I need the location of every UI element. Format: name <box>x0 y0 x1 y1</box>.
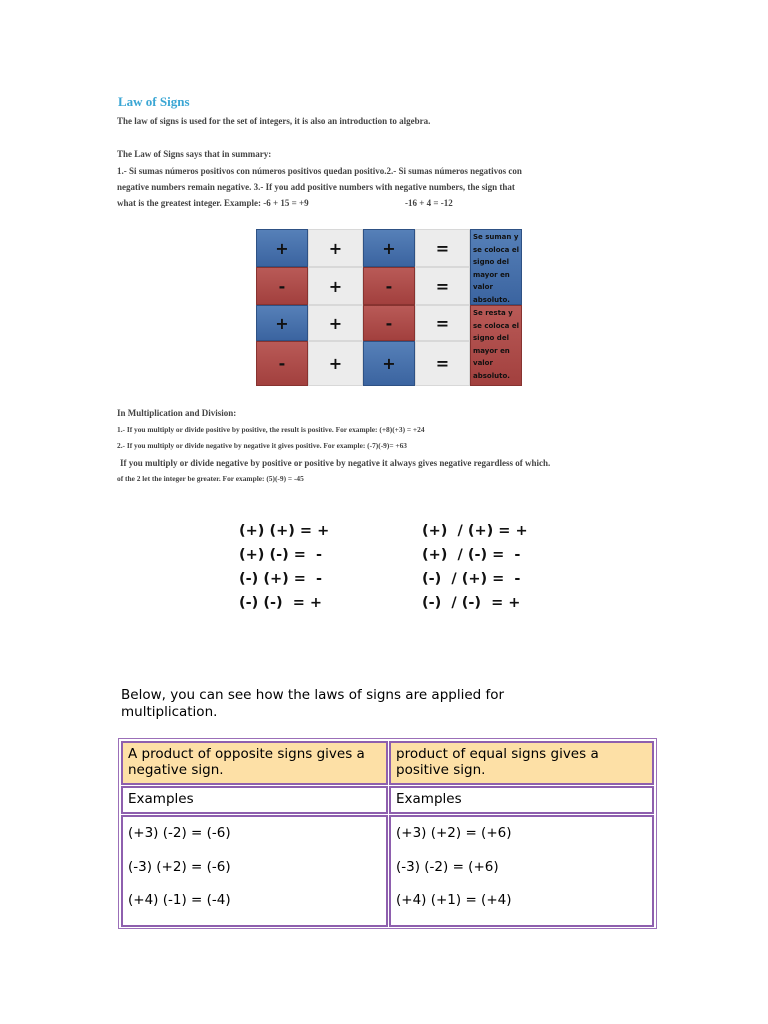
grid-note-same-signs: Se suman y se coloca el signo del mayor en valor absoluto. <box>470 229 522 305</box>
table-header-right: product of equal signs gives a positive sign. <box>389 741 654 785</box>
multiplication-rule-3-example: of the 2 let the integer be greater. For example: (5)(-9) = -45 <box>117 474 304 483</box>
formula-left-1: (+) (+) = + <box>239 523 330 539</box>
below-text: Below, you can see how the laws of signs are applied for multiplication. <box>121 687 505 720</box>
grid-cell-r2-op: + <box>308 267 363 305</box>
formula-right-3: (-) / (+) = - <box>422 571 521 587</box>
grid-cell-r4-b: + <box>363 341 415 386</box>
grid-cell-r4-a: - <box>256 341 308 386</box>
table-examples-label-right: Examples <box>389 786 654 814</box>
formula-right-1: (+) / (+) = + <box>422 523 528 539</box>
table-right-examples <box>389 815 654 927</box>
sign-grid <box>256 229 522 386</box>
summary-line-3-example: -16 + 4 = -12 <box>405 198 453 208</box>
formula-right-2: (+) / (-) = - <box>422 547 521 563</box>
grid-cell-r2-eq: = <box>415 267 470 305</box>
table-example-row: (+4) (+1) = (+4) <box>396 892 512 908</box>
summary-heading: The Law of Signs says that in summary: <box>117 149 272 159</box>
table-example-row: (-3) (+2) = (-6) <box>128 858 231 875</box>
summary-line-3: what is the greatest integer. Example: -6 + 15 = +9 <box>117 198 309 208</box>
grid-cell-r4-eq: = <box>415 341 470 386</box>
summary-line-2: negative numbers remain negative. 3.- If you add positive numbers with negative numbers, the sign that <box>117 182 515 192</box>
table-header-left: A product of opposite signs gives a negative sign. <box>121 741 388 785</box>
page-title: Law of Signs <box>118 94 190 109</box>
grid-note-different-signs: Se resta y se coloca el signo del mayor en valor absoluto. <box>470 305 522 386</box>
grid-cell-r4-op: + <box>308 341 363 386</box>
grid-cell-r2-a: - <box>256 267 308 305</box>
grid-cell-r3-a: + <box>256 305 308 341</box>
multiplication-rule-3: If you multiply or divide negative by positive or positive by negative it always gives negative regardless of which. <box>120 458 551 468</box>
summary-line-1: 1.- Si sumas números positivos con números positivos quedan positivo.2.- Si sumas números negativos con <box>117 166 522 176</box>
grid-cell-r3-b: - <box>363 305 415 341</box>
table-example-row: (+3) (+2) = (+6) <box>396 825 512 841</box>
grid-cell-r2-b: - <box>363 267 415 305</box>
multiplication-heading: In Multiplication and Division: <box>117 408 237 418</box>
table-example-row: (+4) (-1) = (-4) <box>128 892 231 908</box>
grid-cell-r1-b: + <box>363 229 415 267</box>
grid-cell-r1-a: + <box>256 229 308 267</box>
multiplication-rule-2: 2.- If you multiply or divide negative by negative it gives positive. For example: (-7)(-9)= +63 <box>117 441 407 450</box>
intro-text: The law of signs is used for the set of integers, it is also an introduction to algebra. <box>117 116 431 126</box>
grid-cell-r1-eq: = <box>415 229 470 267</box>
table-example-row: (+3) (-2) = (-6) <box>128 825 231 841</box>
grid-cell-r3-eq: = <box>415 305 470 341</box>
table-examples-label-left: Examples <box>121 786 388 814</box>
formula-left-4: (-) (-) = + <box>239 595 323 611</box>
formula-left-3: (-) (+) = - <box>239 571 323 587</box>
multiplication-table <box>118 738 657 929</box>
grid-cell-r3-op: + <box>308 305 363 341</box>
multiplication-rule-1: 1.- If you multiply or divide positive by positive, the result is positive. For example: (+8)(+3) = +24 <box>117 425 425 434</box>
table-example-row: (-3) (-2) = (+6) <box>396 858 499 875</box>
grid-cell-r1-op: + <box>308 229 363 267</box>
formula-left-2: (+) (-) = - <box>239 547 323 563</box>
table-left-examples <box>121 815 388 927</box>
formula-right-4: (-) / (-) = + <box>422 595 521 611</box>
